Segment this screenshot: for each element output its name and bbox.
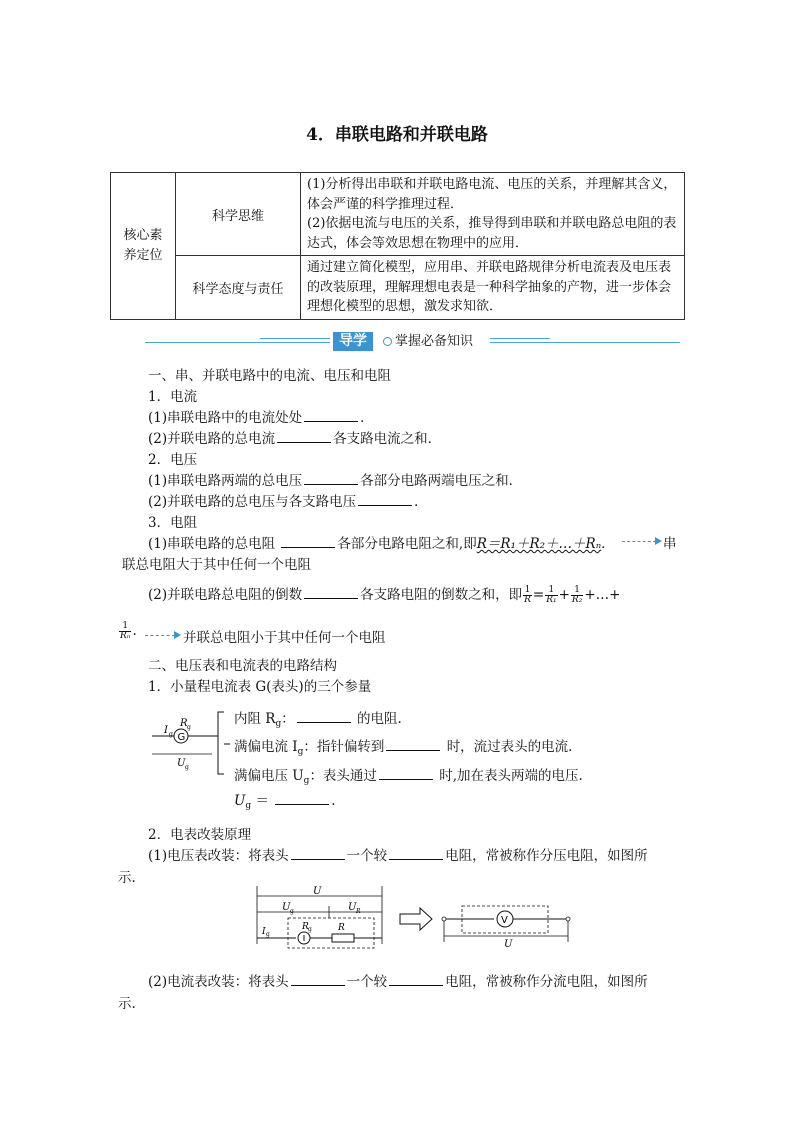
- literacy-line: (2)依据电流与电压的关系，推导得到串联和并联电路总电阻的表达式，体会等效思想在物理中的应用．: [307, 216, 677, 251]
- blank-line: [297, 710, 351, 723]
- blank-line: [389, 847, 443, 860]
- voltmeter-label: V: [501, 915, 508, 926]
- voltmeter-conversion-diagram: [252, 884, 582, 950]
- blank-line: [389, 973, 443, 986]
- text: 电阻，常被称作分流电阻，如图所: [445, 974, 648, 990]
- blank-line: [304, 409, 358, 422]
- text: 各支路电流之和．: [333, 431, 442, 447]
- label-UR: U: [348, 902, 357, 913]
- text: (1)串联电路中的电流处处: [148, 410, 303, 426]
- fraction: $\frac{1}{\text{R₂}}$: [571, 585, 583, 605]
- blank-line: [304, 586, 358, 599]
- text: U: [234, 793, 246, 809]
- blank-line: [304, 472, 358, 485]
- label-Rg-sub: g: [308, 926, 312, 933]
- text: 内阻 R: [234, 711, 276, 727]
- text: ：表头通过: [309, 768, 377, 784]
- text: 的电阻.: [357, 711, 402, 727]
- subscript: g: [245, 801, 252, 811]
- series-formula: R＝R₁＋R₂＋…＋Rₙ: [476, 536, 602, 552]
- label-Rg: R: [180, 718, 188, 729]
- text: ：指针偏转到: [303, 739, 385, 755]
- part2-s2: 2．电表改装原理: [148, 827, 252, 843]
- section-badge-sub: 掌握必备知识: [395, 334, 474, 349]
- param-full-voltage: [234, 764, 583, 786]
- label-U: U: [313, 886, 322, 897]
- text: 满偏电流 I: [234, 739, 298, 755]
- subscript: g: [297, 747, 304, 757]
- label-Ig: I: [262, 927, 266, 937]
- divider-left-2: [260, 338, 330, 339]
- part2-s1: 1．小量程电流表 G(表头)的三个参量: [148, 679, 372, 695]
- blank-line: [291, 973, 345, 986]
- label-Ig: I: [164, 725, 168, 736]
- text: (1)串联电路两端的总电压: [148, 473, 303, 489]
- label-U-equiv: U: [504, 939, 513, 950]
- blank-line: [386, 738, 440, 751]
- literacy-table: [110, 172, 685, 320]
- text: (1)电压表改装：将表头: [148, 848, 289, 864]
- section-badge: 导学: [333, 332, 373, 351]
- subscript: g: [303, 776, 310, 786]
- text: 各支路电阻的倒数之和，即: [360, 587, 523, 603]
- blank-line: [281, 535, 335, 548]
- note-arrow-line: [622, 541, 656, 542]
- text: ．: [414, 494, 428, 510]
- literacy-content-thinking: [301, 173, 685, 256]
- label-Ig-sub: g: [266, 931, 270, 938]
- fraction: $\frac{1}{\text{Rₙ}}$: [120, 621, 131, 641]
- fraction: $\frac{1}{R}$: [524, 585, 531, 605]
- blank-line: [379, 767, 433, 780]
- text: 电阻，常被称作分压电阻，如图所: [445, 848, 648, 864]
- literacy-label-thinking: 科学思维: [176, 173, 301, 256]
- badge-dot-icon: [383, 337, 392, 346]
- part1-s1a: [148, 406, 374, 426]
- label-Ig-sub: g: [169, 731, 173, 738]
- text: 满偏电压 U: [234, 768, 304, 784]
- note-arrow-icon: [655, 537, 662, 545]
- blank-line: [277, 430, 331, 443]
- label-Ug-sub: g: [290, 908, 294, 915]
- text: 一个较: [346, 848, 388, 864]
- text: ．: [360, 410, 374, 426]
- text: (2)电流表改装：将表头: [148, 974, 289, 990]
- param-internal-resistance: 内阻 $R_g$： 的电阻.: [234, 711, 402, 729]
- part1-s3a-note1: 串: [663, 536, 677, 552]
- literacy-line: (1)分析得出串联和并联电路电流、电压的关系，并理解其含义，体会严谨的科学推理过程．: [307, 177, 677, 212]
- text: (2)并联电路总电阻的倒数: [148, 587, 303, 603]
- ammeter-line: [148, 970, 648, 990]
- voltmeter-line: [148, 844, 648, 864]
- label-Rg: R: [302, 922, 309, 932]
- note-arrow-line: [145, 635, 175, 636]
- page-title: 4．串联电路和并联电路: [306, 125, 488, 145]
- label-Ug-sub: g: [185, 764, 189, 771]
- part1-s3a: (1)串联电路的总电阻 各部分电路电阻之和,即R＝R₁＋R₂＋…＋Rₙ．: [148, 536, 615, 552]
- label-UR-sub: R: [356, 908, 361, 915]
- blank-line: [275, 792, 329, 805]
- divider-left-1: [145, 342, 330, 343]
- divider-right-2: [490, 338, 550, 339]
- label-Ug: U: [177, 758, 186, 769]
- text: (2)并联电路的总电压与各支路电压: [148, 494, 357, 510]
- divider-right-1: [490, 342, 680, 343]
- text: 一个较: [346, 974, 388, 990]
- literacy-line: 通过建立简化模型，应用串、并联电路规律分析电流表及电压表的改装原理，理解理想电表是一种科学抽象的产物，进一步体会理想化模型的思想，激发求知欲．: [307, 260, 672, 314]
- part1-s1b: [148, 427, 441, 447]
- part1-s1: 1．电流: [148, 389, 198, 405]
- part1-s3: 3．电阻: [148, 515, 198, 531]
- part1-s3b: (2)并联电路总电阻的倒数 各支路电阻的倒数之和，即 $\frac{1}{R}$ = $\frac{1}{\text{R₁}}$ + $\frac{1}{\text{R₂}}$ +…+: [148, 585, 621, 605]
- part1-heading: 一、串、并联电路中的电流、电压和电阻: [148, 368, 391, 384]
- voltmeter-tail: 示.: [118, 870, 136, 886]
- blank-line: [358, 493, 412, 506]
- subscript: g: [275, 719, 282, 729]
- param-full-current: [234, 735, 572, 757]
- text: (2)并联电路的总电流: [148, 431, 276, 447]
- label-Ug: U: [282, 902, 291, 913]
- galvanometer-label: G: [177, 732, 186, 743]
- note-arrow-icon: [174, 631, 181, 639]
- literacy-label-attitude: 科学态度与责任: [176, 256, 301, 320]
- part1-s2: 2．电压: [148, 452, 198, 468]
- label-Rg-sub: g: [187, 724, 191, 731]
- part1-s3b-note: 并联总电阻小于其中任何一个电阻: [183, 630, 386, 646]
- galvanometer-diagram: [150, 706, 240, 796]
- literacy-row-head: 核心素 养定位: [111, 173, 176, 320]
- label-R: R: [338, 923, 345, 933]
- literacy-content-attitude: [301, 256, 685, 320]
- ammeter-tail: 示.: [118, 996, 136, 1012]
- part1-s3b-cont: $\frac{1}{\text{Rₙ}}$ .: [120, 621, 137, 641]
- text: (1)串联电路的总电阻: [148, 536, 280, 552]
- part1-s3a-note2: 联总电阻大于其中任何一个电阻: [122, 557, 311, 573]
- part1-s2b: [148, 490, 428, 510]
- part2-heading: 二、电压表和电流表的电路结构: [148, 658, 337, 674]
- text: 各部分电路电阻之和,即: [337, 536, 477, 552]
- text: 时,加在表头两端的电压.: [439, 768, 583, 784]
- ug-equation: $U_g$ ＝ .: [234, 793, 336, 811]
- text: 各部分电路两端电压之和．: [360, 473, 523, 489]
- part1-s2a: [148, 469, 522, 489]
- text: 时，流过表头的电流.: [446, 739, 573, 755]
- fraction: $\frac{1}{\text{R₁}}$: [546, 585, 557, 605]
- blank-line: [291, 847, 345, 860]
